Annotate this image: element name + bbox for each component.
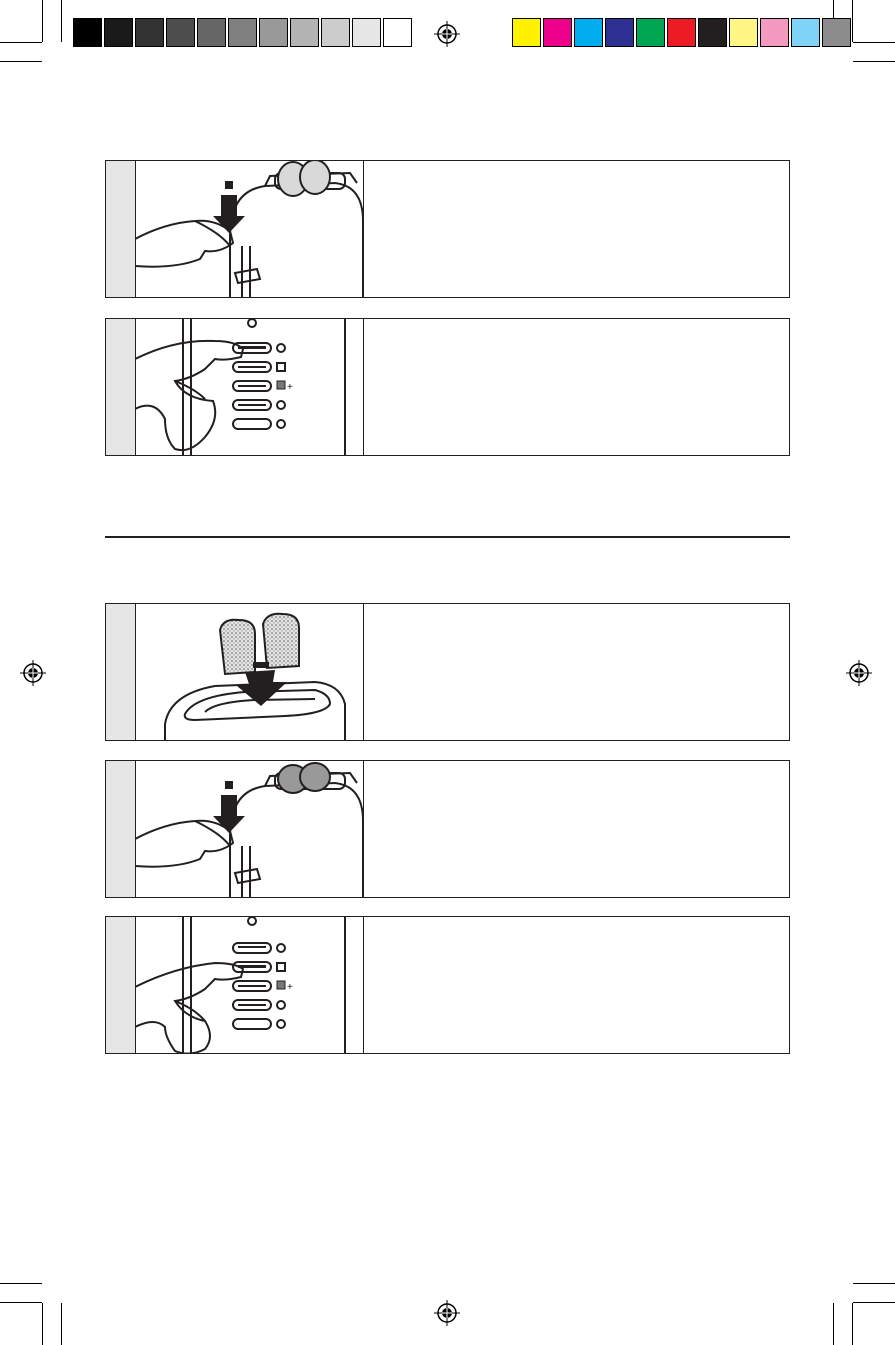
color-swatch <box>791 18 820 47</box>
step-number-strip <box>106 604 136 740</box>
crop-mark <box>0 1283 42 1284</box>
color-swatch <box>104 18 133 47</box>
color-swatch <box>822 18 851 47</box>
crop-mark <box>0 61 42 62</box>
registration-mark-icon <box>20 660 46 686</box>
crop-mark <box>61 0 62 42</box>
color-swatch <box>197 18 226 47</box>
step-panel <box>105 160 790 298</box>
crop-mark <box>852 1303 853 1345</box>
color-swatch <box>512 18 541 47</box>
color-swatch <box>605 18 634 47</box>
color-swatch <box>383 18 412 47</box>
registration-mark-icon <box>846 660 872 686</box>
crop-mark <box>853 42 895 43</box>
step-number-strip <box>106 917 136 1053</box>
step-panel <box>105 916 790 1054</box>
color-swatch <box>574 18 603 47</box>
color-swatch <box>667 18 696 47</box>
color-swatch <box>636 18 665 47</box>
color-swatch <box>290 18 319 47</box>
insert-bread-icon <box>135 604 364 740</box>
crop-mark <box>0 1302 42 1303</box>
color-swatch <box>135 18 164 47</box>
crop-mark <box>42 1303 43 1345</box>
color-swatch <box>321 18 350 47</box>
bagel-button-press-icon <box>135 319 364 455</box>
color-swatch <box>760 18 789 47</box>
crop-mark <box>853 61 895 62</box>
svg-text:+: + <box>287 982 293 993</box>
color-swatch <box>698 18 727 47</box>
color-swatch <box>352 18 381 47</box>
lever-down-bagel-icon <box>135 161 364 297</box>
color-swatch <box>228 18 257 47</box>
step-text <box>364 319 789 455</box>
step-text <box>364 604 789 740</box>
step-text <box>364 161 789 297</box>
crop-mark <box>853 1302 895 1303</box>
crop-mark <box>61 1303 62 1345</box>
color-swatch <box>543 18 572 47</box>
process-color-bar <box>512 18 853 47</box>
step-panel <box>105 760 790 898</box>
step-panel <box>105 603 790 741</box>
color-swatch <box>166 18 195 47</box>
step-number-strip <box>106 319 136 455</box>
color-swatch <box>729 18 758 47</box>
crop-mark <box>0 42 42 43</box>
crop-mark <box>853 1283 895 1284</box>
step-number-strip <box>106 761 136 897</box>
registration-mark-icon <box>434 1300 460 1326</box>
svg-text:+: + <box>287 382 293 393</box>
defrost-button-press-icon <box>135 917 364 1053</box>
step-text <box>364 917 789 1053</box>
lever-down-toast-icon <box>135 761 364 897</box>
registration-mark-icon <box>434 21 460 47</box>
crop-mark <box>42 0 43 42</box>
section-divider <box>105 536 790 538</box>
step-panel <box>105 318 790 456</box>
step-text <box>364 761 789 897</box>
color-swatch <box>259 18 288 47</box>
crop-mark <box>833 1303 834 1345</box>
color-swatch <box>73 18 102 47</box>
grayscale-color-bar <box>73 18 414 47</box>
step-number-strip <box>106 161 136 297</box>
